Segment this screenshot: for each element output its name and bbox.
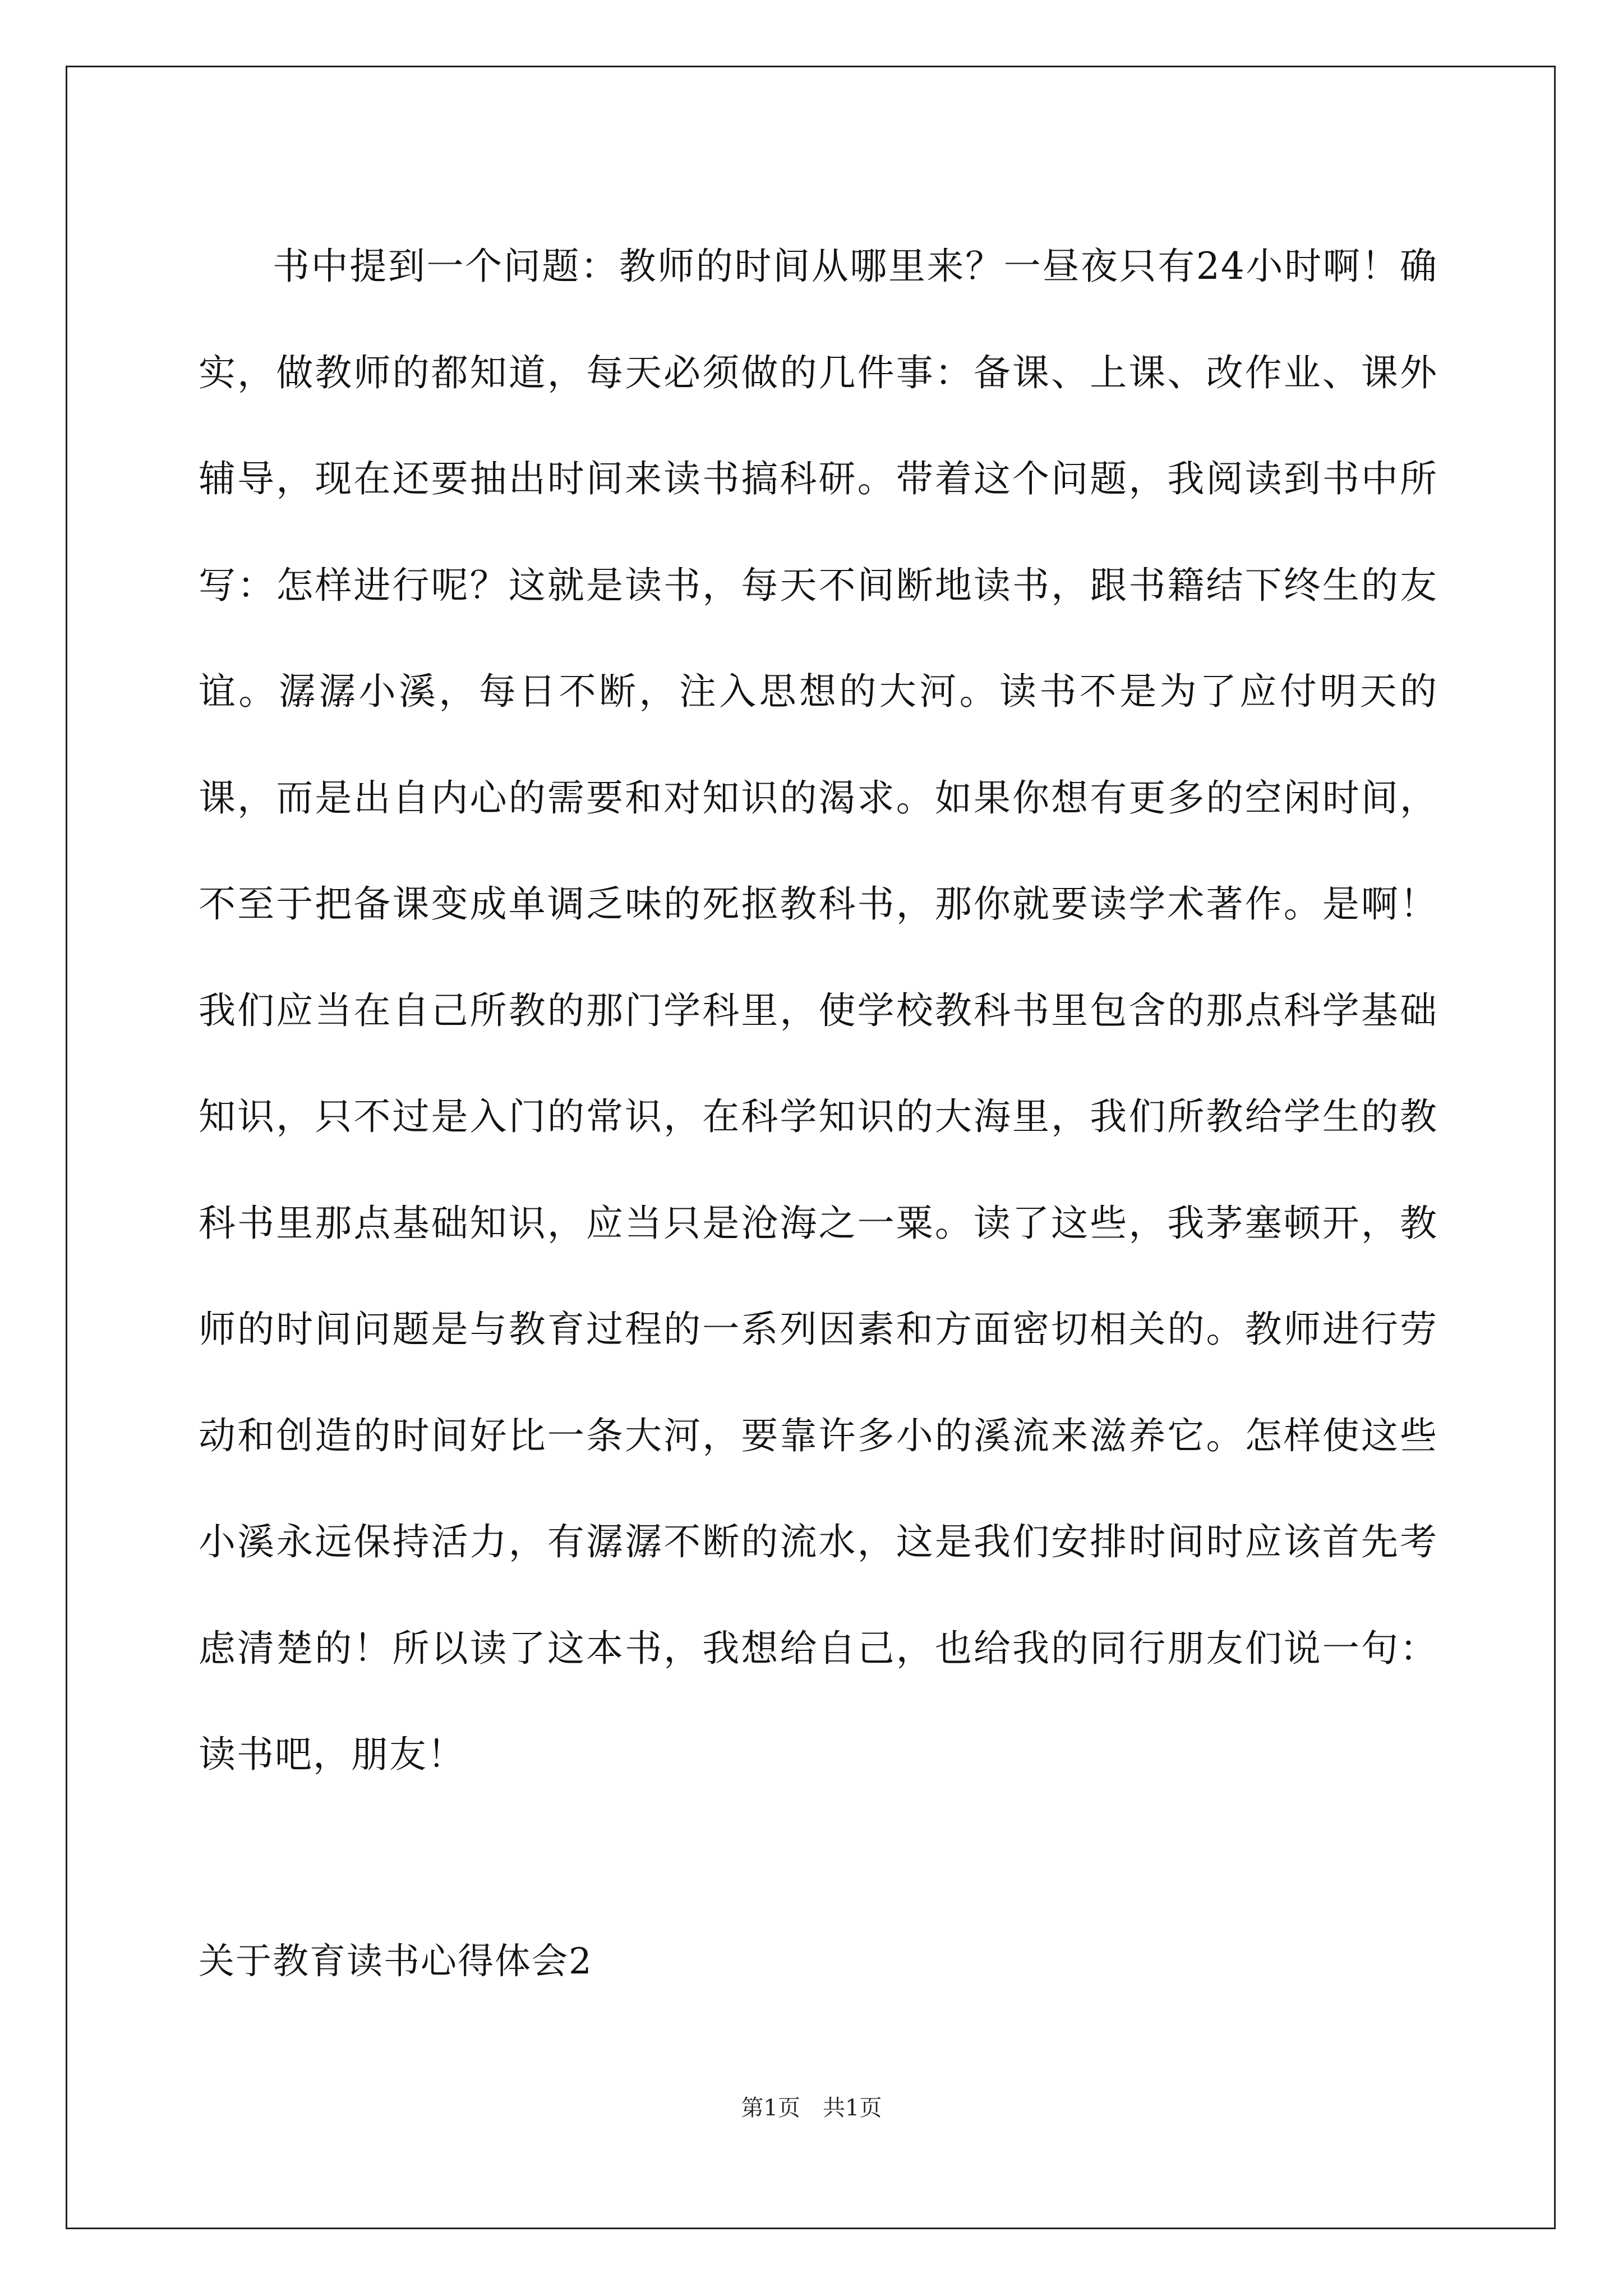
page-footer: 第1页 共1页 [741,2095,882,2121]
section-title: 关于教育读书心得体会2 [199,1941,593,1982]
body-paragraph: 书中提到一个问题：教师的时间从哪里来？一昼夜只有24小时啊！确实，做教师的都知道，每天必须做的几件事：备课、上课、改作业、课外辅导，现在还要抽出时间来读书搞科研。带着这个问题，我阅读到书中所写：怎样进行呢？这就是读书，每天不间断地读书，跟书籍结下终生的友谊。潺潺小溪，每日不断，注入思想的大河。读书不是为了应付明天的课，而是出自内心的需要和对知识的渴求。如果你想有更多的空闲时间，不至于把备课变成单调乏味的死抠教科书，那你就要读学术著作。是啊！我们应当在自己所教的那门学科里，使学校教科书里包含的那点科学基础知识，只不过是入门的常识，在科学知识的大海里，我们所教给学生的教科书里那点基础知识，应当只是沧海之一粟。读了这些，我茅塞顿开，教师的时间问题是与教育过程的一系列因素和方面密切相关的。教师进行劳动和创造的时间好比一条大河，要靠许多小的溪流来滋养它。怎样使这些小溪永远保持活力，有潺潺不断的流水，这是我们安排时间时应该首先考虑清楚的！所以读了这本书，我想给自己，也给我的同行朋友们说一句：读书吧，朋友！ [199,245,1438,1776]
